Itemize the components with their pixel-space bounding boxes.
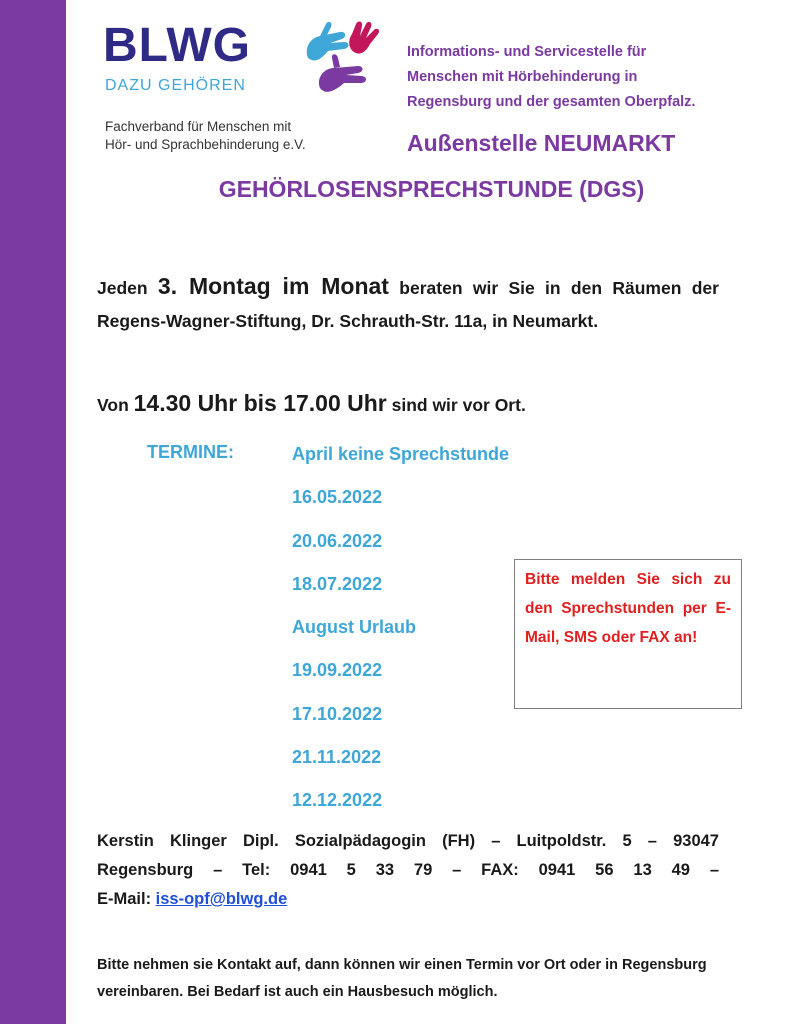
footer-note: Bitte nehmen sie Kontakt auf, dann können wir einen Termin vor Ort oder in Regensburg vereinbaren. Bei Bedarf ist auch ein Hausbesuch möglich. (97, 957, 707, 1000)
service-info (407, 40, 767, 115)
termine-item: August Urlaub (292, 617, 416, 638)
email-link[interactable]: iss-opf@blwg.de (155, 890, 288, 908)
page-title: GEHÖRLOSENSPRECHSTUNDE (DGS) (218, 176, 645, 202)
org-line-1: Fachverband für Menschen mit (105, 119, 292, 134)
intro-prefix: Jeden (97, 278, 158, 298)
email-label: E-Mail: (97, 890, 156, 908)
registration-notice-text: Bitte melden Sie sich zu den Sprechstunden per E-Mail, SMS oder FAX an! (525, 571, 731, 646)
logo-tagline: DAZU GEHÖREN (105, 77, 246, 94)
intro-suffix: beraten wir Sie in den Räumen der Regens-Wagner-Stiftung, Dr. Schrauth-Str. 11a, in Neumarkt. (97, 278, 719, 331)
contact-block (97, 827, 719, 914)
termine-item: April keine Sprechstunde (292, 444, 510, 464)
contact-email-line (97, 885, 719, 914)
hours-emphasis: 14.30 Uhr bis 17.00 Uhr (133, 390, 387, 416)
org-description (105, 118, 375, 154)
termine-item: 17.10.2022 (292, 703, 383, 724)
termine-list (292, 442, 509, 832)
registration-notice-box (514, 559, 742, 709)
hand-purple-icon (319, 54, 366, 92)
intro-emphasis: 3. Montag im Monat (157, 273, 389, 299)
termine-item: 19.09.2022 (292, 660, 383, 681)
service-info-line-2: Menschen mit Hörbehinderung in (407, 69, 638, 85)
termine-item: 20.06.2022 (292, 530, 383, 551)
logo-wordmark: BLWG (103, 19, 251, 72)
branch-heading: Außenstelle NEUMARKT (407, 130, 676, 156)
hours-prefix: Von (97, 395, 134, 415)
hours-paragraph (97, 390, 526, 417)
termine-item: 12.12.2022 (292, 790, 383, 811)
termine-item: 18.07.2022 (292, 573, 383, 594)
org-line-2: Hör- und Sprachbehinderung e.V. (105, 137, 306, 152)
hand-magenta-icon (349, 22, 379, 54)
service-info-line-1: Informations- und Servicestelle für (407, 44, 647, 60)
termine-item: 16.05.2022 (292, 487, 383, 508)
hand-cyan-icon (307, 22, 349, 61)
termine-item: 21.11.2022 (292, 747, 382, 768)
service-info-line-3: Regensburg und der gesamten Oberpfalz. (407, 94, 696, 110)
intro-paragraph (97, 270, 719, 338)
contact-line-2: Regensburg – Tel: 0941 5 33 79 – FAX: 0941 56 13 49 – (97, 861, 719, 879)
hands-logo-icon (300, 18, 386, 98)
side-bar-decoration (0, 0, 66, 1024)
termine-label: TERMINE: (147, 442, 234, 462)
hours-suffix: sind wir vor Ort. (386, 395, 526, 415)
contact-line-1: Kerstin Klinger Dipl. Sozialpädagogin (FH) – Luitpoldstr. 5 – 93047 (97, 832, 719, 850)
